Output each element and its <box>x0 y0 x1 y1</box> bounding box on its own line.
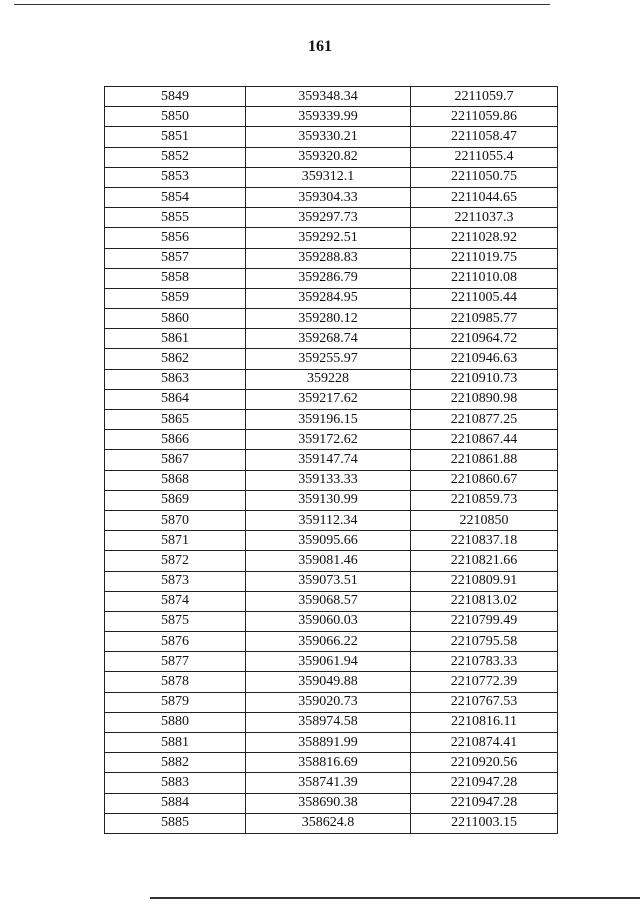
point-number-cell: 5862 <box>105 349 246 369</box>
y-coordinate-cell: 2210890.98 <box>411 389 558 409</box>
table-row <box>105 490 558 510</box>
coordinates-table-container <box>104 86 557 834</box>
y-coordinate-cell: 2211059.7 <box>411 87 558 107</box>
y-coordinate-cell: 2210947.28 <box>411 773 558 793</box>
y-coordinate-cell: 2210809.91 <box>411 571 558 591</box>
table-row <box>105 733 558 753</box>
x-coordinate-cell: 359095.66 <box>246 531 411 551</box>
point-number-cell: 5849 <box>105 87 246 107</box>
x-coordinate-cell: 359292.51 <box>246 228 411 248</box>
table-row <box>105 87 558 107</box>
y-coordinate-cell: 2211037.3 <box>411 208 558 228</box>
point-number-cell: 5880 <box>105 712 246 732</box>
x-coordinate-cell: 359049.88 <box>246 672 411 692</box>
x-coordinate-cell: 359320.82 <box>246 147 411 167</box>
x-coordinate-cell: 359061.94 <box>246 652 411 672</box>
x-coordinate-cell: 359081.46 <box>246 551 411 571</box>
table-row <box>105 208 558 228</box>
y-coordinate-cell: 2211058.47 <box>411 127 558 147</box>
y-coordinate-cell: 2210860.67 <box>411 470 558 490</box>
table-row <box>105 369 558 389</box>
table-row <box>105 531 558 551</box>
table-row <box>105 632 558 652</box>
table-row <box>105 107 558 127</box>
table-row <box>105 167 558 187</box>
point-number-cell: 5861 <box>105 329 246 349</box>
table-row <box>105 571 558 591</box>
x-coordinate-cell: 359066.22 <box>246 632 411 652</box>
point-number-cell: 5867 <box>105 450 246 470</box>
x-coordinate-cell: 358624.8 <box>246 813 411 833</box>
x-coordinate-cell: 359348.34 <box>246 87 411 107</box>
point-number-cell: 5856 <box>105 228 246 248</box>
point-number-cell: 5865 <box>105 410 246 430</box>
point-number-cell: 5879 <box>105 692 246 712</box>
table-row <box>105 692 558 712</box>
point-number-cell: 5883 <box>105 773 246 793</box>
table-row <box>105 349 558 369</box>
table-row <box>105 813 558 833</box>
x-coordinate-cell: 359228 <box>246 369 411 389</box>
x-coordinate-cell: 358741.39 <box>246 773 411 793</box>
table-row <box>105 389 558 409</box>
point-number-cell: 5876 <box>105 632 246 652</box>
y-coordinate-cell: 2211028.92 <box>411 228 558 248</box>
table-row <box>105 127 558 147</box>
bottom-rule <box>150 897 640 899</box>
point-number-cell: 5850 <box>105 107 246 127</box>
y-coordinate-cell: 2210920.56 <box>411 753 558 773</box>
point-number-cell: 5884 <box>105 793 246 813</box>
point-number-cell: 5864 <box>105 389 246 409</box>
x-coordinate-cell: 358891.99 <box>246 733 411 753</box>
x-coordinate-cell: 359130.99 <box>246 490 411 510</box>
y-coordinate-cell: 2211019.75 <box>411 248 558 268</box>
table-row <box>105 510 558 530</box>
point-number-cell: 5855 <box>105 208 246 228</box>
x-coordinate-cell: 359217.62 <box>246 389 411 409</box>
y-coordinate-cell: 2210813.02 <box>411 591 558 611</box>
y-coordinate-cell: 2210816.11 <box>411 712 558 732</box>
x-coordinate-cell: 359312.1 <box>246 167 411 187</box>
point-number-cell: 5863 <box>105 369 246 389</box>
table-row <box>105 611 558 631</box>
table-row <box>105 753 558 773</box>
table-row <box>105 712 558 732</box>
point-number-cell: 5869 <box>105 490 246 510</box>
y-coordinate-cell: 2210783.33 <box>411 652 558 672</box>
top-rule <box>14 4 550 5</box>
point-number-cell: 5866 <box>105 430 246 450</box>
y-coordinate-cell: 2210767.53 <box>411 692 558 712</box>
point-number-cell: 5851 <box>105 127 246 147</box>
point-number-cell: 5858 <box>105 268 246 288</box>
y-coordinate-cell: 2210867.44 <box>411 430 558 450</box>
x-coordinate-cell: 359147.74 <box>246 450 411 470</box>
table-row <box>105 551 558 571</box>
y-coordinate-cell: 2211005.44 <box>411 288 558 308</box>
table-row <box>105 672 558 692</box>
y-coordinate-cell: 2211059.86 <box>411 107 558 127</box>
x-coordinate-cell: 359268.74 <box>246 329 411 349</box>
y-coordinate-cell: 2211003.15 <box>411 813 558 833</box>
y-coordinate-cell: 2210874.41 <box>411 733 558 753</box>
y-coordinate-cell: 2211044.65 <box>411 187 558 207</box>
point-number-cell: 5871 <box>105 531 246 551</box>
table-row <box>105 410 558 430</box>
point-number-cell: 5873 <box>105 571 246 591</box>
table-row <box>105 430 558 450</box>
x-coordinate-cell: 359133.33 <box>246 470 411 490</box>
point-number-cell: 5870 <box>105 510 246 530</box>
y-coordinate-cell: 2210850 <box>411 510 558 530</box>
table-row <box>105 591 558 611</box>
point-number-cell: 5885 <box>105 813 246 833</box>
y-coordinate-cell: 2210946.63 <box>411 349 558 369</box>
x-coordinate-cell: 359330.21 <box>246 127 411 147</box>
point-number-cell: 5877 <box>105 652 246 672</box>
point-number-cell: 5874 <box>105 591 246 611</box>
x-coordinate-cell: 359286.79 <box>246 268 411 288</box>
x-coordinate-cell: 359304.33 <box>246 187 411 207</box>
y-coordinate-cell: 2211050.75 <box>411 167 558 187</box>
table-row <box>105 450 558 470</box>
page-number: 161 <box>308 38 332 55</box>
table-row <box>105 187 558 207</box>
y-coordinate-cell: 2210861.88 <box>411 450 558 470</box>
point-number-cell: 5854 <box>105 187 246 207</box>
y-coordinate-cell: 2211055.4 <box>411 147 558 167</box>
x-coordinate-cell: 359060.03 <box>246 611 411 631</box>
table-row <box>105 288 558 308</box>
point-number-cell: 5868 <box>105 470 246 490</box>
table-row <box>105 248 558 268</box>
x-coordinate-cell: 359284.95 <box>246 288 411 308</box>
table-row <box>105 309 558 329</box>
table-row <box>105 773 558 793</box>
x-coordinate-cell: 359255.97 <box>246 349 411 369</box>
point-number-cell: 5878 <box>105 672 246 692</box>
y-coordinate-cell: 2210947.28 <box>411 793 558 813</box>
x-coordinate-cell: 359068.57 <box>246 591 411 611</box>
y-coordinate-cell: 2210877.25 <box>411 410 558 430</box>
y-coordinate-cell: 2210799.49 <box>411 611 558 631</box>
x-coordinate-cell: 359073.51 <box>246 571 411 591</box>
x-coordinate-cell: 358816.69 <box>246 753 411 773</box>
table-row <box>105 793 558 813</box>
table-row <box>105 652 558 672</box>
x-coordinate-cell: 358690.38 <box>246 793 411 813</box>
y-coordinate-cell: 2210985.77 <box>411 309 558 329</box>
table-row <box>105 268 558 288</box>
point-number-cell: 5872 <box>105 551 246 571</box>
table-body <box>105 87 558 834</box>
x-coordinate-cell: 359112.34 <box>246 510 411 530</box>
point-number-cell: 5859 <box>105 288 246 308</box>
y-coordinate-cell: 2211010.08 <box>411 268 558 288</box>
x-coordinate-cell: 359339.99 <box>246 107 411 127</box>
point-number-cell: 5857 <box>105 248 246 268</box>
point-number-cell: 5875 <box>105 611 246 631</box>
y-coordinate-cell: 2210821.66 <box>411 551 558 571</box>
x-coordinate-cell: 358974.58 <box>246 712 411 732</box>
point-number-cell: 5881 <box>105 733 246 753</box>
point-number-cell: 5853 <box>105 167 246 187</box>
table-row <box>105 228 558 248</box>
x-coordinate-cell: 359280.12 <box>246 309 411 329</box>
y-coordinate-cell: 2210910.73 <box>411 369 558 389</box>
point-number-cell: 5852 <box>105 147 246 167</box>
table-row <box>105 147 558 167</box>
table-row <box>105 470 558 490</box>
y-coordinate-cell: 2210795.58 <box>411 632 558 652</box>
x-coordinate-cell: 359297.73 <box>246 208 411 228</box>
y-coordinate-cell: 2210964.72 <box>411 329 558 349</box>
x-coordinate-cell: 359172.62 <box>246 430 411 450</box>
point-number-cell: 5860 <box>105 309 246 329</box>
y-coordinate-cell: 2210772.39 <box>411 672 558 692</box>
x-coordinate-cell: 359196.15 <box>246 410 411 430</box>
point-number-cell: 5882 <box>105 753 246 773</box>
coordinates-table <box>104 86 558 834</box>
x-coordinate-cell: 359288.83 <box>246 248 411 268</box>
y-coordinate-cell: 2210859.73 <box>411 490 558 510</box>
table-row <box>105 329 558 349</box>
y-coordinate-cell: 2210837.18 <box>411 531 558 551</box>
x-coordinate-cell: 359020.73 <box>246 692 411 712</box>
